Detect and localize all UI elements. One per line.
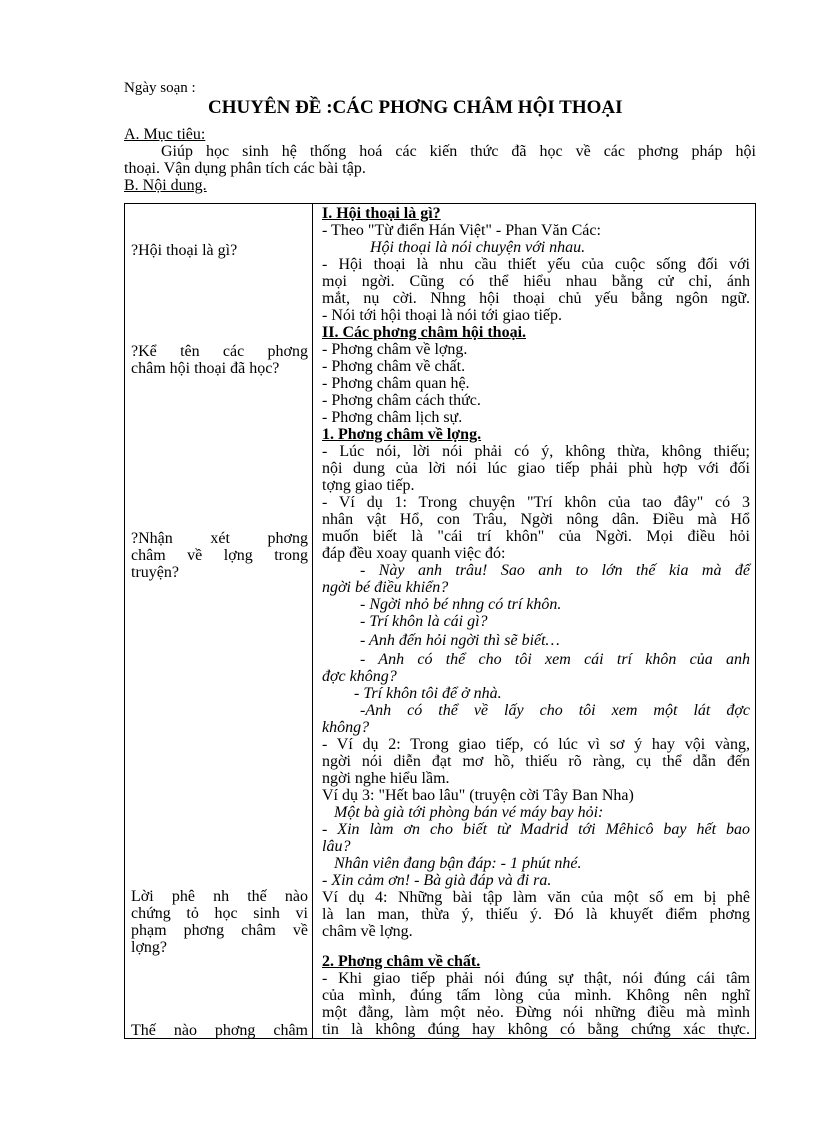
content-line: Ví dụ 4: Những bài tập làm văn của một số em bị phê xyxy=(322,889,750,906)
content-line: của mình, đúng tấm lòng của mình. Không nên nghĩ xyxy=(322,987,750,1004)
question-2 xyxy=(131,343,308,377)
section-a-heading: A. Mục tiêu: xyxy=(124,126,206,143)
content-line: đợc không? xyxy=(322,668,397,685)
question-line: lợng? xyxy=(131,939,168,956)
content-line: - Anh có thể cho tôi xem cái trí khôn của anh xyxy=(360,651,750,668)
question-line: Thế nào phơng châm xyxy=(131,1022,308,1039)
content-line: Hội thoại là nói chuyện với nhau. xyxy=(370,239,586,256)
content-line: ngời bé điều khiển? xyxy=(322,579,449,596)
content-line: tợng giao tiếp. xyxy=(322,477,415,494)
content-line: - Xin làm ơn cho biết từ Madrid tới Mêhicô bay hết bao xyxy=(322,821,750,838)
content-line: - Phơng châm lịch sự. xyxy=(322,409,463,426)
content-line: - Phơng châm về lợng. xyxy=(322,341,468,358)
content-line: - Ngời nhỏ bé nhng có trí khôn. xyxy=(360,596,562,613)
content-line: - Phơng châm quan hệ. xyxy=(322,375,470,392)
content-line: - Phơng châm cách thức. xyxy=(322,392,481,409)
date-label: Ngày soạn : xyxy=(124,80,196,96)
content-line: - Ví dụ 2: Trong giao tiếp, có lúc vì sơ ý hay vội vàng, xyxy=(322,736,750,753)
question-line: ?Nhận xét phơng xyxy=(131,530,308,547)
content-line: II. Các phơng châm hội thoại. xyxy=(322,324,527,341)
question-3 xyxy=(131,530,308,581)
content-line: không? xyxy=(322,719,370,736)
content-line: mắt, nụ cời. Nhng hội thoại chủ yếu bằng ngôn ngữ. xyxy=(322,290,750,307)
page-title: CHUYÊN ĐỀ :CÁC PHƠNG CHÂM HỘI THOẠI xyxy=(208,97,623,118)
question-5 xyxy=(131,1022,308,1039)
content-line: ngời nghe hiểu lầm. xyxy=(322,770,450,787)
question-line: ?Hội thoại là gì? xyxy=(131,242,238,259)
content-line: lâu? xyxy=(322,838,351,855)
question-line: châm về lợng trong xyxy=(131,547,308,564)
content-line: Một bà già tới phòng bán vé máy bay hỏi: xyxy=(334,804,604,821)
question-line: Lời phê nh thế nào xyxy=(131,888,308,905)
content-line: - Hội thoại là nhu cầu thiết yếu của cuộc sống đối với xyxy=(322,256,750,273)
question-line: chứng tỏ học sinh vi xyxy=(131,905,308,922)
question-line: truyện? xyxy=(131,564,179,581)
content-line: nhân vật Hổ, con Trâu, Ngời nông dân. Điều mà Hổ xyxy=(322,511,750,528)
content-line: Nhân viên đang bận đáp: - 1 phút nhé. xyxy=(334,855,582,872)
content-line: 1. Phơng châm về lợng. xyxy=(322,426,482,443)
content-line: nội dung của lời nói lúc giao tiếp phải phù hợp với đối xyxy=(322,460,750,477)
section-a-line1: Giúp học sinh hệ thống hoá các kiến thức đã học về các phơng pháp hội xyxy=(161,143,756,160)
content-line: 2. Phơng châm về chất. xyxy=(322,953,481,970)
section-b-heading: B. Nội dung. xyxy=(124,177,207,194)
content-line: đáp đều xoay quanh việc đó: xyxy=(322,545,506,562)
content-line: là lan man, thừa ý, thiếu ý. Đó là khuyết điểm phơng xyxy=(322,906,750,923)
content-line: muốn biết là "cái trí khôn" của Ngời. Mọi điều hỏi xyxy=(322,528,750,545)
content-line: một đằng, làm một nẻo. Đừng nói những điều mà mình xyxy=(322,1004,750,1021)
content-line: - Này anh trâu! Sao anh to lớn thế kia mà để xyxy=(360,562,750,579)
content-line: - Phơng châm về chất. xyxy=(322,358,466,375)
content-line: - Trí khôn tôi để ở nhà. xyxy=(354,685,502,702)
content-line: - Khi giao tiếp phải nói đúng sự thật, nói đúng cái tâm xyxy=(322,970,750,987)
content-line: - Nói tới hội thoại là nói tới giao tiếp. xyxy=(322,307,562,324)
question-4 xyxy=(131,888,308,956)
content-line: ngời nói diễn đạt mơ hồ, thiếu rõ ràng, cụ thể dẫn đến xyxy=(322,753,750,770)
content-line: - Theo "Từ điển Hán Việt" - Phan Văn Các: xyxy=(322,222,601,239)
column-divider xyxy=(312,203,313,1039)
content-line: Ví dụ 3: "Hết bao lâu" (truyện cời Tây Ban Nha) xyxy=(322,787,634,804)
content-line: - Anh đến hỏi ngời thì sẽ biết… xyxy=(360,632,560,649)
content-line: châm về lợng. xyxy=(322,923,413,940)
question-line: phạm phơng châm về xyxy=(131,922,308,939)
content-line: - Ví dụ 1: Trong chuyện "Trí khôn của tao đây" có 3 xyxy=(322,494,750,511)
content-line: - Lúc nói, lời nói phải có ý, không thừa, không thiếu; xyxy=(322,443,750,460)
question-line: ?Kể tên các phơng xyxy=(131,343,308,360)
content-line: I. Hội thoại là gì? xyxy=(322,205,441,222)
content-line: tin là không đúng hay không có bằng chứng xác thực. xyxy=(322,1021,750,1038)
question-1 xyxy=(131,242,308,259)
content-line: -Anh có thể về lấy cho tôi xem một lát đợc xyxy=(360,702,750,719)
question-line: châm hội thoại đã học? xyxy=(131,360,280,377)
content-line: - Xin cảm ơn! - Bà già đáp và đi ra. xyxy=(322,872,552,889)
section-a-line2: thoại. Vận dụng phân tích các bài tập. xyxy=(124,160,366,177)
content-line: mọi ngời. Cũng có thể hiểu nhau bằng cử chỉ, ánh xyxy=(322,273,750,290)
content-line: - Trí khôn là cái gì? xyxy=(360,613,488,630)
